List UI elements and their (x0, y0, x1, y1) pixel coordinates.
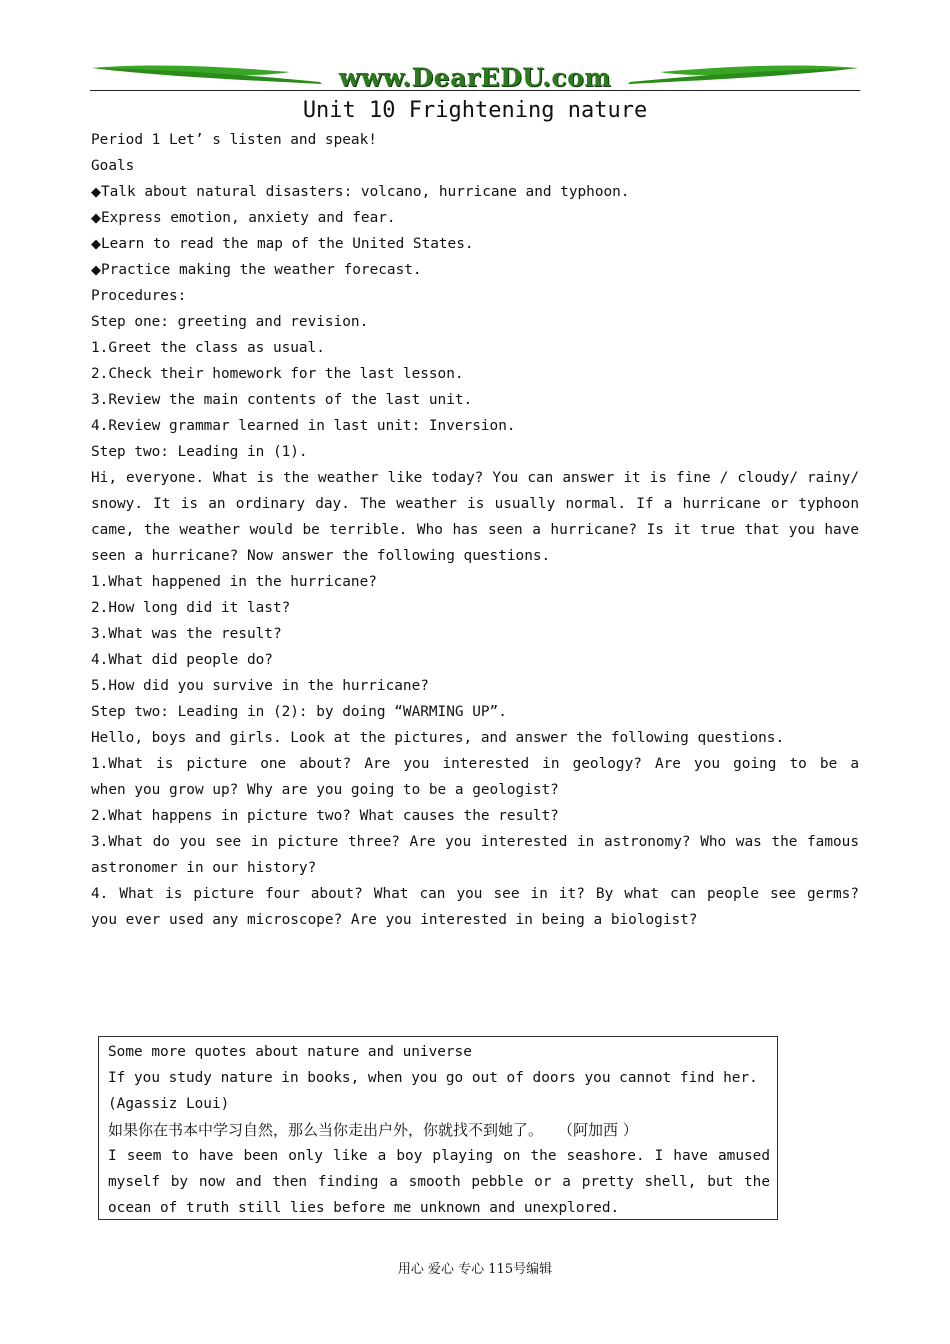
question-item: 3.What do you see in picture three? Are you interested in astronomy? Who was the famous (91, 834, 859, 850)
step-heading: Step two: Leading in (1). (91, 444, 308, 460)
paragraph-line: snowy. It is an ordinary day. The weather is usually normal. If a hurricane or typhoon (91, 496, 859, 512)
list-item: 4.Review grammar learned in last unit: Inversion. (91, 418, 516, 434)
question-item: 1.What is picture one about? Are you interested in geology? Are you going to be a (91, 756, 859, 772)
page-footer: 用心 爱心 专心 115号编辑 (397, 1262, 553, 1277)
step-heading: Step two: Leading in (2): by doing “WARMING UP”. (91, 704, 507, 720)
brand-logo-text[interactable]: www.DearEDU.com (338, 63, 612, 92)
paragraph-line: Hello, boys and girls. Look at the pictures, and answer the following questions. (91, 730, 785, 746)
page-title: Unit 10 Frightening nature (302, 98, 648, 123)
quote-line: ocean of truth still lies before me unknown and unexplored. (108, 1200, 620, 1216)
diamond-bullet-icon: ◆ (91, 237, 101, 252)
question-item: 2.What happens in picture two? What causes the result? (91, 808, 559, 824)
lesson-body (91, 127, 859, 933)
question-item: you ever used any microscope? Are you interested in being a biologist? (91, 912, 698, 928)
question-item: 4. What is picture four about? What can you see in it? By what can people see germs? (91, 886, 859, 902)
question-item: 1.What happened in the hurricane? (91, 574, 377, 590)
diamond-bullet-icon: ◆ (91, 185, 101, 200)
question-item: when you grow up? Why are you going to be a geologist? (91, 782, 559, 798)
question-item: 3.What was the result? (91, 626, 282, 642)
list-item: 2.Check their homework for the last lesson. (91, 366, 464, 382)
quote-line: If you study nature in books, when you go out of doors you cannot find her. (108, 1070, 758, 1086)
header-banner (90, 60, 860, 94)
goal-item: ◆Practice making the weather forecast. (91, 262, 422, 278)
paragraph-line: Hi, everyone. What is the weather like today? You can answer it is fine / cloudy/ rainy/ (91, 470, 859, 486)
quote-author: (Agassiz Loui) (108, 1096, 230, 1112)
question-item: 5.How did you survive in the hurricane? (91, 678, 429, 694)
step-heading: Step one: greeting and revision. (91, 314, 369, 330)
quote-line: I seem to have been only like a boy playing on the seashore. I have amused (108, 1148, 770, 1164)
question-item: 2.How long did it last? (91, 600, 291, 616)
paragraph-line: came, the weather would be terrible. Who has seen a hurricane? Is it true that you have (91, 522, 859, 538)
diamond-bullet-icon: ◆ (91, 211, 101, 226)
goal-item: ◆Talk about natural disasters: volcano, hurricane and typhoon. (91, 184, 630, 200)
question-item: 4.What did people do? (91, 652, 273, 668)
quotes-content (108, 1039, 770, 1221)
quote-line: myself by now and then finding a smooth pebble or a pretty shell, but the (108, 1174, 770, 1190)
period-heading: Period 1 Let’ s listen and speak! (91, 132, 377, 148)
paragraph-line: seen a hurricane? Now answer the following questions. (91, 548, 551, 564)
quotes-heading: Some more quotes about nature and universe (108, 1044, 472, 1060)
diamond-bullet-icon: ◆ (91, 263, 101, 278)
header-divider (90, 90, 860, 91)
goal-item: ◆Express emotion, anxiety and fear. (91, 210, 396, 226)
quote-chinese-translation: 如果你在书本中学习自然，那么当你走出户外，你就找不到她了。 （阿加西 ） (108, 1121, 638, 1139)
goals-heading: Goals (91, 158, 135, 174)
quotes-box (98, 1036, 778, 1220)
list-item: 1.Greet the class as usual. (91, 340, 325, 356)
procedures-heading: Procedures: (91, 288, 187, 304)
goal-item: ◆Learn to read the map of the United States. (91, 236, 474, 252)
question-item: astronomer in our history? (91, 860, 317, 876)
list-item: 3.Review the main contents of the last unit. (91, 392, 473, 408)
